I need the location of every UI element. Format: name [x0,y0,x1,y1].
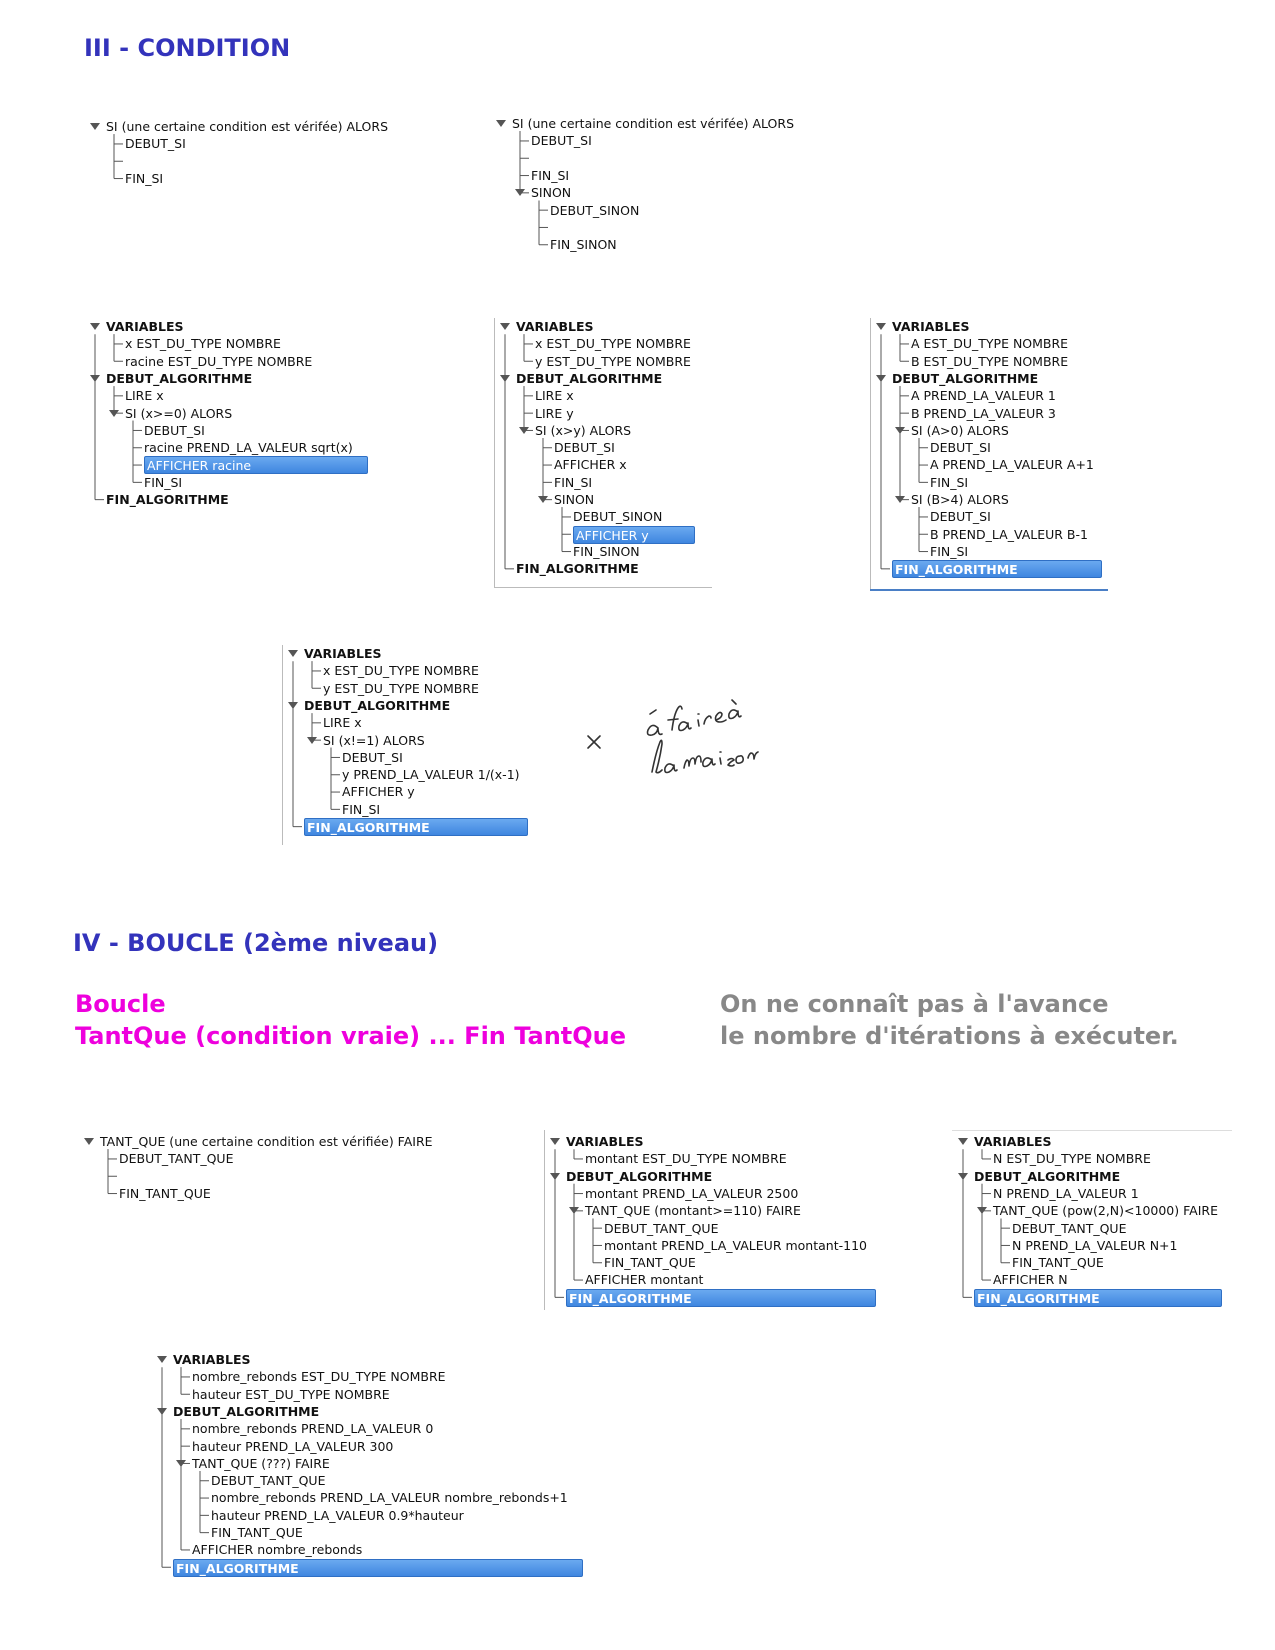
tree-row[interactable]: TANT_QUE (???) FAIRE [192,1455,330,1471]
tree-row[interactable]: FIN_SI [125,170,164,186]
tree-row[interactable]: DEBUT_ALGORITHME [304,697,451,713]
expand-toggle-icon[interactable] [550,1138,560,1145]
tree-row[interactable]: SI (une certaine condition est vérifée) ALORS [512,116,795,131]
expand-toggle-icon[interactable] [550,1173,560,1180]
tree-row-selected[interactable]: FIN_ALGORITHME [173,1559,583,1577]
tree-row[interactable]: DEBUT_SI [531,133,592,149]
tree-row[interactable]: DEBUT_SINON [573,509,663,525]
expand-toggle-icon[interactable] [569,1207,579,1214]
tree-row[interactable]: VARIABLES [106,319,184,334]
expand-toggle-icon[interactable] [515,189,525,196]
section-3-title: III - CONDITION [84,34,291,62]
expand-toggle-icon[interactable] [958,1138,968,1145]
frame-left-ab [870,318,871,590]
frame-bottom-ab [870,589,1108,591]
tree-row[interactable]: B PREND_LA_VALEUR 3 [911,405,1056,421]
handwritten-note [580,690,780,804]
expand-toggle-icon[interactable] [109,410,119,417]
tree-row[interactable]: DEBUT_TANT_QUE [604,1220,719,1236]
expand-toggle-icon[interactable] [288,650,298,657]
tree-row[interactable]: DEBUT_TANT_QUE [1012,1220,1127,1236]
handwritten-note-drawing [580,690,780,800]
tree-connector-lines [550,1133,551,1134]
expand-toggle-icon[interactable] [84,1138,94,1145]
expand-toggle-icon[interactable] [500,375,510,382]
tree-row[interactable]: AFFICHER y [342,784,415,800]
tree-row[interactable]: FIN_ALGORITHME [106,492,229,507]
tree-row[interactable]: y PREND_LA_VALEUR 1/(x-1) [342,767,520,783]
tree-row[interactable]: N PREND_LA_VALEUR 1 [993,1185,1139,1201]
expand-toggle-icon[interactable] [895,427,905,434]
tree-row[interactable]: nombre_rebonds EST_DU_TYPE NOMBRE [192,1369,446,1385]
tree-row[interactable]: N EST_DU_TYPE NOMBRE [993,1151,1151,1167]
loop-title-line-1: Boucle [75,990,166,1018]
tree-row[interactable]: FIN_SI [342,801,381,817]
tree-row[interactable]: DEBUT_SI [930,509,991,525]
tree-row[interactable]: x EST_DU_TYPE NOMBRE [323,663,479,679]
tree-connector-lines [876,318,877,319]
tree-row[interactable]: DEBUT_ALGORITHME [566,1168,713,1184]
tree-row[interactable]: montant PREND_LA_VALEUR montant-110 [604,1237,867,1253]
tree-row[interactable]: DEBUT_SINON [550,202,640,218]
tree-row[interactable]: montant PREND_LA_VALEUR 2500 [585,1185,799,1201]
expand-toggle-icon[interactable] [519,427,529,434]
tree-row[interactable]: FIN_SI [144,474,183,490]
tree-row[interactable]: TANT_QUE (montant>=110) FAIRE [585,1203,801,1219]
tree-row[interactable]: DEBUT_TANT_QUE [211,1473,326,1489]
tree-row[interactable]: SINON [531,185,572,201]
expand-toggle-icon[interactable] [157,1356,167,1363]
tree-row[interactable]: TANT_QUE (une certaine condition est vérifiée) FAIRE [100,1134,433,1149]
tree-row[interactable]: A PREND_LA_VALEUR A+1 [930,457,1094,473]
tree-row[interactable]: LIRE x [323,715,362,731]
tree-row[interactable]: montant EST_DU_TYPE NOMBRE [585,1151,787,1167]
expand-toggle-icon[interactable] [307,737,317,744]
tree-row[interactable]: SI (x>y) ALORS [535,422,632,438]
expand-toggle-icon[interactable] [90,123,100,130]
tree-row[interactable]: DEBUT_SI [125,136,186,152]
tree-row[interactable]: LIRE y [535,405,574,421]
tree-row[interactable]: SI (x>=0) ALORS [125,405,233,421]
expand-toggle-icon[interactable] [176,1460,186,1467]
loop-note-line-1: On ne connaît pas à l'avance [720,990,1109,1018]
tree-row[interactable]: VARIABLES [173,1352,251,1367]
frame-left-max [494,318,495,588]
tree-row[interactable]: FIN_TANT_QUE [119,1185,211,1201]
expand-toggle-icon[interactable] [876,375,886,382]
tree-row[interactable]: N PREND_LA_VALEUR N+1 [1012,1237,1178,1253]
tree-row[interactable]: x EST_DU_TYPE NOMBRE [125,336,281,352]
tree-connector-lines [157,1351,158,1352]
expand-toggle-icon[interactable] [90,375,100,382]
tree-row-selected[interactable]: FIN_ALGORITHME [304,818,528,836]
tree-row[interactable]: LIRE x [535,388,574,404]
tree-row[interactable]: FIN_SI [930,543,969,559]
tree-row[interactable]: DEBUT_ALGORITHME [173,1403,320,1419]
tree-row[interactable]: FIN_SI [554,474,593,490]
tree-row-selected[interactable]: FIN_ALGORITHME [974,1289,1222,1307]
tree-row[interactable]: nombre_rebonds PREND_LA_VALEUR nombre_rebonds+1 [211,1490,568,1506]
tree-row[interactable]: DEBUT_SI [930,440,991,456]
tree-row[interactable]: racine PREND_LA_VALEUR sqrt(x) [144,440,353,456]
tree-row[interactable]: DEBUT_ALGORITHME [106,370,253,386]
tree-row[interactable]: AFFICHER nombre_rebonds [192,1542,363,1558]
expand-toggle-icon[interactable] [157,1408,167,1415]
tree-row[interactable]: DEBUT_SI [342,749,403,765]
tree-row[interactable]: racine EST_DU_TYPE NOMBRE [125,353,313,369]
tree-row[interactable]: AFFICHER montant [585,1272,704,1288]
tree-row[interactable]: SI (B>4) ALORS [911,492,1009,507]
expand-toggle-icon[interactable] [496,120,506,127]
tree-row[interactable]: hauteur EST_DU_TYPE NOMBRE [192,1386,390,1402]
tree-row[interactable]: DEBUT_TANT_QUE [119,1151,234,1167]
tree-row[interactable]: SI (une certaine condition est vérifée) ALORS [106,119,389,134]
expand-toggle-icon[interactable] [895,496,905,503]
expand-toggle-icon[interactable] [876,323,886,330]
tree-row[interactable]: AFFICHER x [554,457,627,473]
tree-row[interactable]: SI (A>0) ALORS [911,422,1009,438]
tree-connector-lines [500,318,501,319]
tree-row[interactable]: B EST_DU_TYPE NOMBRE [911,353,1069,369]
tree-row[interactable]: DEBUT_ALGORITHME [516,370,663,386]
tree-row[interactable]: VARIABLES [892,319,970,334]
tree-row[interactable]: FIN_TANT_QUE [211,1525,303,1540]
tree-row[interactable]: FIN_SINON [550,237,617,253]
tree-row[interactable]: VARIABLES [974,1134,1052,1149]
expand-toggle-icon[interactable] [288,702,298,709]
frame-left-inverse [282,645,283,845]
tree-row[interactable]: FIN_TANT_QUE [1012,1255,1104,1271]
tree-row[interactable]: y EST_DU_TYPE NOMBRE [323,680,479,696]
expand-toggle-icon[interactable] [977,1207,987,1214]
tree-row-selected[interactable]: AFFICHER racine [144,456,368,474]
tree-row[interactable]: FIN_ALGORITHME [516,561,639,577]
expand-toggle-icon[interactable] [958,1173,968,1180]
tree-row[interactable]: FIN_SI [930,474,969,490]
tree-row[interactable]: DEBUT_ALGORITHME [974,1168,1121,1184]
tree-connector-lines [288,645,289,646]
tree-row[interactable]: y EST_DU_TYPE NOMBRE [535,353,691,369]
tree-row[interactable]: VARIABLES [304,646,382,661]
tree-connector-lines [90,318,91,319]
loop-note-line-2: le nombre d'itérations à exécuter. [720,1022,1179,1050]
frame-left-montant [544,1130,545,1310]
frame-top-pow [952,1130,1232,1131]
tree-row[interactable]: DEBUT_SI [554,440,615,456]
tree-row[interactable]: hauteur PREND_LA_VALEUR 0.9*hauteur [211,1507,464,1523]
tree-row[interactable]: DEBUT_ALGORITHME [892,370,1039,386]
section-4-title: IV - BOUCLE (2ème niveau) [73,929,439,957]
tree-row[interactable]: x EST_DU_TYPE NOMBRE [535,336,691,352]
expand-toggle-icon[interactable] [538,496,548,503]
tree-row[interactable]: AFFICHER N [993,1272,1068,1288]
tree-connector-lines [84,1133,85,1134]
expand-toggle-icon[interactable] [90,323,100,330]
frame-bottom-max [494,587,712,588]
tree-row-selected[interactable]: AFFICHER y [573,526,695,544]
tree-connector-lines [90,118,91,119]
tree-row-selected[interactable]: FIN_ALGORITHME [892,560,1102,578]
tree-row[interactable]: SI (x!=1) ALORS [323,732,425,748]
tree-row[interactable]: DEBUT_SI [144,422,205,438]
tree-row[interactable]: A EST_DU_TYPE NOMBRE [911,336,1069,352]
tree-row-selected[interactable]: FIN_ALGORITHME [566,1289,876,1307]
tree-row[interactable]: FIN_SI [531,167,570,183]
tree-row[interactable]: A PREND_LA_VALEUR 1 [911,388,1056,404]
tree-row[interactable]: VARIABLES [566,1134,644,1149]
tree-row[interactable]: FIN_SINON [573,543,640,559]
expand-toggle-icon[interactable] [500,323,510,330]
cross-mark [588,736,600,748]
tree-row[interactable]: nombre_rebonds PREND_LA_VALEUR 0 [192,1421,434,1437]
tree-connector-lines [958,1133,959,1134]
tree-row[interactable]: B PREND_LA_VALEUR B-1 [930,526,1088,542]
tree-row[interactable]: SINON [554,492,595,507]
tree-row[interactable]: TANT_QUE (pow(2,N)<10000) FAIRE [993,1203,1218,1219]
tree-connector-lines [496,115,497,116]
tree-row[interactable]: VARIABLES [516,319,594,334]
tree-row[interactable]: LIRE x [125,388,164,404]
tree-row[interactable]: FIN_TANT_QUE [604,1255,696,1271]
loop-title-line-2: TantQue (condition vraie) ... Fin TantQue [75,1022,627,1050]
tree-row[interactable]: hauteur PREND_LA_VALEUR 300 [192,1438,394,1454]
